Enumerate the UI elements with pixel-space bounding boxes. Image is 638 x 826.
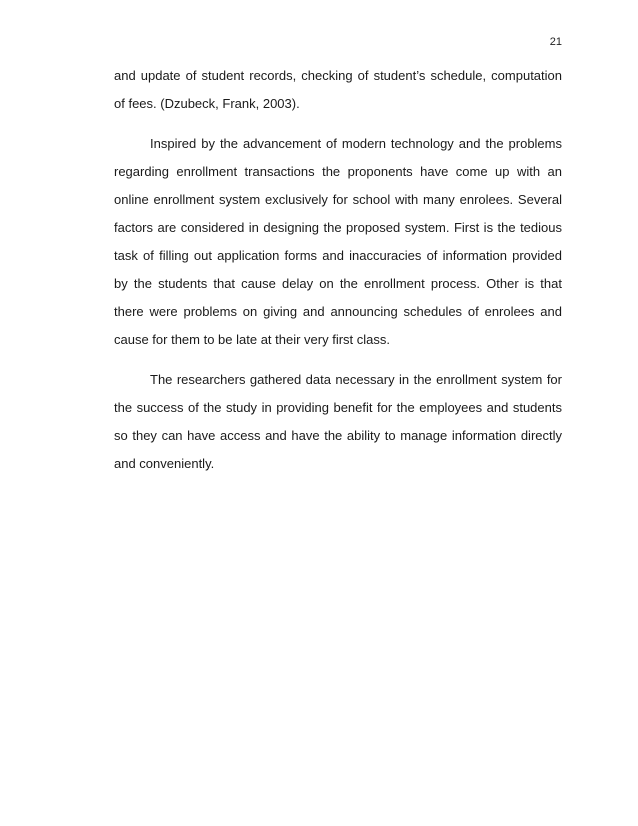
paragraph-inspired: Inspired by the advancement of modern technology and the problems regarding enrollment transactions the proponents have come up with an online enrollment system exclusively for school with many enrolees. Several factors are considered in designing the proposed system. First is the tedious task of filling out application forms and inaccuracies of information provided by the students that cause delay on the enrollment process. Other is that there were problems on giving and announcing schedules of enrolees and cause for them to be late at their very first class. [114, 136, 562, 347]
page-number: 21 [549, 36, 562, 48]
paragraph-continuation: and update of student records, checking of student’s schedule, computation of fees. (Dzubeck, Frank, 2003). [114, 68, 562, 111]
body-text [114, 62, 562, 478]
paragraph-researchers: The researchers gathered data necessary in the enrollment system for the success of the study in providing benefit for the employees and students so they can have access and have the ability to manage information directly and conveniently. [114, 372, 562, 471]
